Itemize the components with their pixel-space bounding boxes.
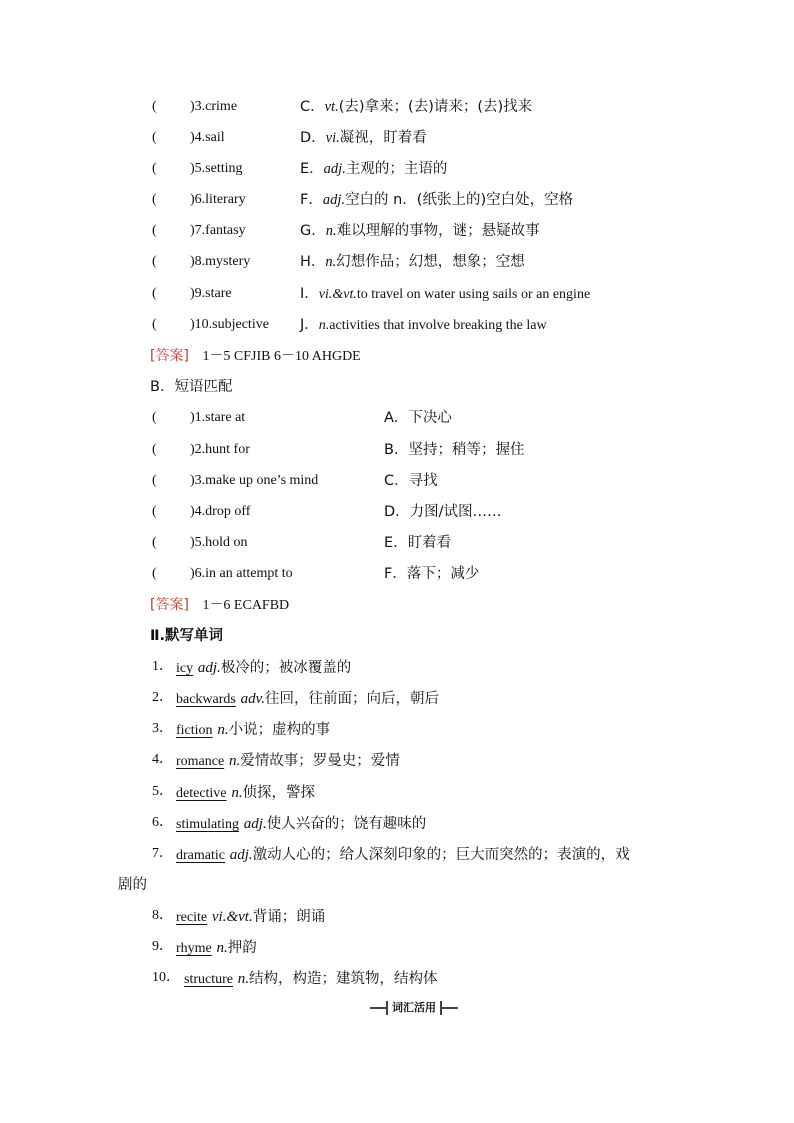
item-number: 9．: [152, 939, 173, 954]
answer-word: backwards: [176, 692, 236, 707]
part-of-speech: adj.: [229, 847, 253, 863]
option-letter: F．: [384, 566, 407, 582]
answer-word: romance: [176, 754, 225, 769]
item-word: )7.fantasy: [190, 223, 246, 238]
item-number: 6．: [152, 815, 173, 830]
open-paren: (: [152, 566, 157, 581]
part-of-speech: n.: [228, 753, 241, 769]
option-meaning: (去)拿来；(去)请来；(去)找来: [338, 99, 533, 115]
option: [300, 313, 547, 338]
open-paren: (: [152, 130, 157, 145]
option-letter: E．: [300, 161, 324, 177]
option: [384, 562, 479, 586]
option: [384, 438, 524, 462]
phrase: )5.hold on: [190, 535, 248, 550]
word-row: [0, 935, 794, 959]
match-row: [0, 250, 794, 274]
phrase: )1.stare at: [190, 410, 246, 425]
option-meaning: 力图/试图……: [409, 504, 502, 520]
option-letter: I．: [300, 286, 319, 302]
part-of-speech: adj.: [323, 161, 346, 177]
part-of-speech: n.: [237, 971, 250, 987]
part-of-speech: n.: [318, 318, 330, 333]
option-letter: J．: [300, 317, 319, 333]
word-row-continuation: [0, 873, 794, 897]
part-of-speech: adj.: [243, 816, 267, 832]
word-meaning: 背诵；朗诵: [252, 909, 326, 925]
part-of-speech: n.: [216, 940, 228, 956]
word-row: [0, 904, 794, 928]
open-paren: (: [152, 317, 157, 332]
item-word: )4.sail: [190, 130, 225, 145]
item-number: 10．: [152, 970, 180, 985]
part-of-speech: n.: [217, 722, 229, 738]
answer-row: [0, 344, 794, 368]
phrase: )3.make up one’s mind: [190, 473, 319, 488]
phrase-row: [0, 562, 794, 586]
open-paren: (: [152, 473, 157, 488]
part-of-speech: vi.: [325, 130, 340, 146]
answer-tag: [答案]: [150, 597, 189, 613]
open-paren: (: [152, 254, 157, 269]
part-of-speech: n.: [325, 254, 337, 270]
match-row: [0, 188, 794, 212]
stamp-label: 词汇活用: [386, 1001, 442, 1015]
open-paren: (: [152, 535, 157, 550]
option-meaning: 难以理解的事物，谜；悬疑故事: [336, 223, 540, 239]
option-meaning: to travel on water using sails or an engine: [356, 287, 591, 302]
option: [384, 500, 502, 524]
match-row: [0, 157, 794, 181]
word-row: [0, 842, 794, 866]
option-letter: D．: [300, 130, 326, 146]
option-letter: C．: [384, 473, 409, 489]
open-paren: (: [152, 286, 157, 301]
word-row: [0, 717, 794, 741]
phrase-row: [0, 531, 794, 555]
word-meaning: 使人兴奋的；饶有趣味的: [266, 816, 427, 832]
section-title-row: [0, 624, 794, 648]
part-of-speech: vt.: [324, 99, 339, 115]
item-word: )6.literary: [190, 192, 246, 207]
answer-word: structure: [184, 972, 233, 987]
section-title: Ⅱ.默写单词: [150, 628, 224, 644]
option-letter: H．: [300, 254, 326, 270]
option-letter: F．: [300, 192, 323, 208]
section-title: B．短语匹配: [150, 379, 233, 395]
word-row: [0, 748, 794, 772]
option: [300, 157, 447, 181]
option: [384, 469, 438, 493]
open-paren: (: [152, 161, 157, 176]
match-row: [0, 313, 794, 337]
option-letter: G．: [300, 223, 326, 239]
option-meaning: activities that involve breaking the law: [329, 318, 547, 333]
option: [384, 531, 451, 555]
item-number: 2．: [152, 690, 173, 705]
word-row: [0, 655, 794, 679]
item-number: 3．: [152, 721, 173, 736]
item-number: 8．: [152, 908, 173, 923]
answer-word: dramatic: [176, 848, 225, 863]
phrase-row: [0, 500, 794, 524]
open-paren: (: [152, 410, 157, 425]
word-meaning: 押韵: [227, 940, 257, 956]
option-meaning: 下决心: [408, 410, 452, 426]
phrase-row: [0, 406, 794, 430]
item-word: )9.stare: [190, 286, 232, 301]
part-of-speech: vi.&vt.: [211, 909, 253, 925]
word-meaning: 结构，构造；建筑物，结构体: [249, 971, 438, 987]
answer-row: [0, 593, 794, 617]
open-paren: (: [152, 442, 157, 457]
phrase: )6.in an attempt to: [190, 566, 293, 581]
match-row: [0, 95, 794, 119]
option-meaning: 主观的；主语的: [345, 161, 448, 177]
word-row: [0, 966, 794, 990]
open-paren: (: [152, 504, 157, 519]
answer-word: rhyme: [176, 941, 212, 956]
word-row: [0, 811, 794, 835]
option-meaning: 凝视，盯着看: [339, 130, 427, 146]
word-row: [0, 780, 794, 804]
option: [300, 95, 532, 119]
option: [300, 250, 525, 274]
part-of-speech: adj.: [322, 192, 345, 208]
option-meaning: 落下；减少: [406, 566, 480, 582]
open-paren: (: [152, 223, 157, 238]
item-word: )10.subjective: [190, 317, 269, 332]
option-meaning: 坚持；稍等；握住: [408, 442, 525, 458]
phrase-row: [0, 438, 794, 462]
answer-word: recite: [176, 910, 208, 925]
item-number: 7．: [152, 846, 173, 861]
word-meaning: 小说；虚构的事: [228, 722, 331, 738]
word-meaning: 爱情故事；罗曼史；爱情: [240, 753, 400, 769]
answer-word: fiction: [176, 723, 213, 738]
open-paren: (: [152, 192, 157, 207]
option-meaning: 空白的 n．(纸张上的)空白处，空格: [345, 192, 574, 208]
word-row: [0, 686, 794, 710]
option-meaning: 寻找: [408, 473, 438, 489]
option-letter: B．: [384, 442, 409, 458]
option-letter: D．: [384, 504, 410, 520]
answer-word: icy: [176, 661, 194, 676]
option-meaning: 盯着看: [407, 535, 452, 551]
match-row: [0, 219, 794, 243]
option: [300, 126, 427, 150]
option-meaning: 幻想作品；幻想，想象；空想: [336, 254, 525, 270]
match-row: [0, 126, 794, 150]
item-word: )5.setting: [190, 161, 243, 176]
answer-text: 1－5 CFJIB 6－10 AHGDE: [202, 349, 361, 364]
item-number: 5．: [152, 784, 173, 799]
option: [300, 282, 590, 307]
phrase: )2.hunt for: [190, 442, 250, 457]
item-word: )8.mystery: [190, 254, 251, 269]
item-word: )3.crime: [190, 99, 238, 114]
word-meaning-continued: 剧的: [118, 877, 147, 893]
answer-word: stimulating: [176, 817, 239, 832]
part-of-speech: vi.&vt.: [318, 287, 357, 302]
phrase-row: [0, 469, 794, 493]
option-letter: C．: [300, 99, 325, 115]
answer-word: detective: [176, 786, 227, 801]
part-of-speech: adv.: [240, 691, 265, 707]
answer-tag: [答案]: [150, 348, 189, 364]
item-number: 4．: [152, 752, 173, 767]
option: [300, 188, 573, 212]
section-title-row: [0, 375, 794, 399]
word-meaning: 极冷的；被冰覆盖的: [220, 660, 352, 676]
word-meaning: 激动人心的；给人深刻印象的；巨大而突然的；表演的，戏: [252, 847, 630, 863]
section-stamp: [370, 1001, 458, 1015]
part-of-speech: n.: [325, 223, 337, 239]
item-number: 1．: [152, 659, 173, 674]
word-meaning: 往回，往前面；向后，朝后: [264, 691, 439, 707]
option-letter: A．: [384, 410, 409, 426]
answer-text: 1－6 ECAFBD: [202, 598, 290, 613]
option: [300, 219, 540, 243]
option: [384, 406, 452, 430]
word-meaning: 侦探，警探: [242, 785, 316, 801]
match-row: [0, 282, 794, 306]
phrase: )4.drop off: [190, 504, 251, 519]
part-of-speech: adj.: [197, 660, 221, 676]
option-letter: E．: [384, 535, 408, 551]
part-of-speech: n.: [231, 785, 243, 801]
open-paren: (: [152, 99, 157, 114]
